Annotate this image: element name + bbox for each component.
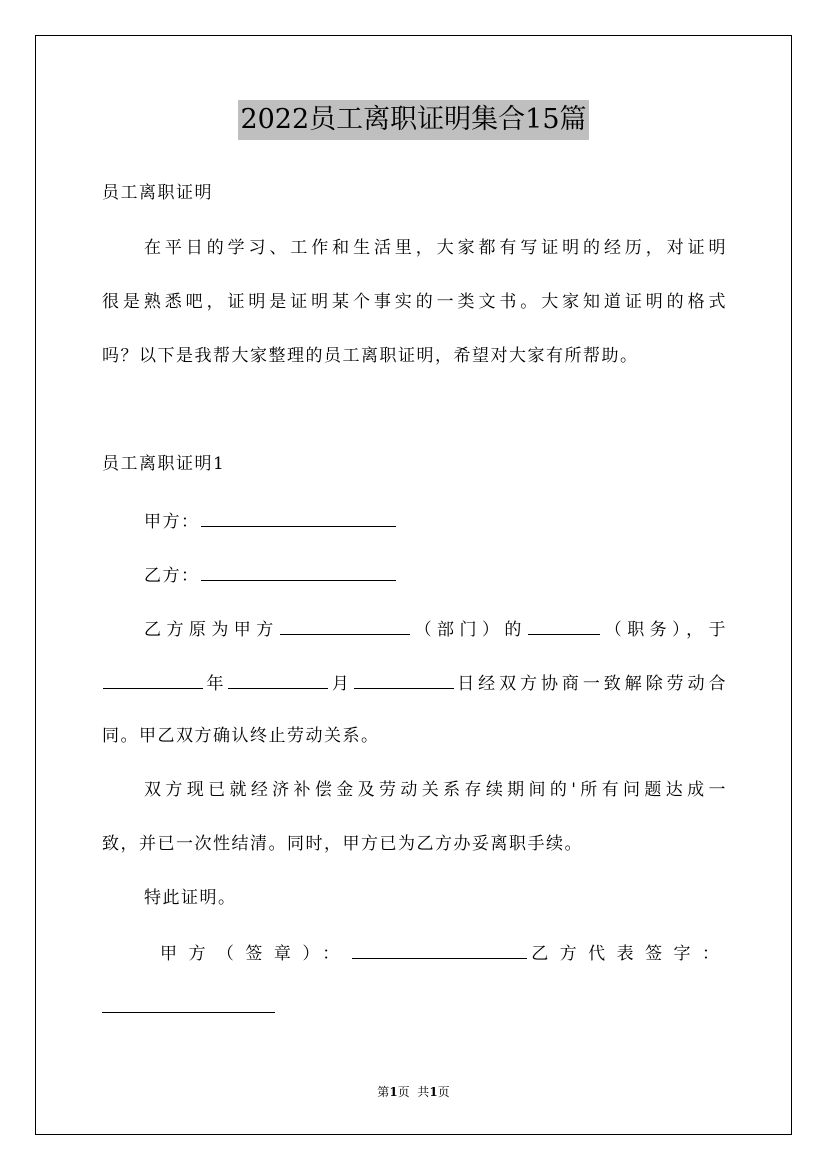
intro-line-3: 吗？以下是我帮大家整理的员工离职证明，希望对大家有所帮助。 [102,346,639,366]
month-blank[interactable] [228,670,328,689]
certificate-heading: 员工离职证明1 [102,454,226,474]
footer-text: 页 共 [397,1085,430,1099]
body-text: 日经双方协商一致解除劳动合 [454,674,728,694]
party-b-signature-label: 乙方代表签字： [527,944,727,964]
year-blank[interactable] [103,670,203,689]
page-number: 1 [389,1085,398,1099]
signature-blank-row [102,994,727,1020]
body-line-2 [102,670,727,696]
day-blank[interactable] [354,670,454,689]
month-label: 月 [329,674,353,694]
footer-text: 第 [377,1085,390,1099]
body2-line-2: 致，并已一次性结清。同时，甲方已为乙方办妥离职手续。 [102,834,583,854]
page-footer [0,1084,827,1100]
title-container [0,100,827,140]
party-a-row [144,508,727,534]
party-a-blank[interactable] [201,508,396,527]
signature-row [160,940,727,966]
body2-line-1: 双方现已就经济补偿金及劳动关系存续期间的'所有问题达成一 [144,780,727,800]
document-title: 2022员工离职证明集合15篇 [238,100,588,140]
party-b-signature-blank[interactable] [102,994,275,1013]
party-b-blank[interactable] [201,562,396,581]
body-line-3: 同。甲乙双方确认终止劳动关系。 [102,726,380,746]
footer-text: 页 [437,1085,450,1099]
year-label: 年 [204,674,228,694]
body-line-1 [144,616,727,642]
body-text: （职务），于 [600,620,728,640]
page-total: 1 [429,1085,438,1099]
closing-text: 特此证明。 [144,888,237,908]
party-b-row [144,562,727,588]
position-blank[interactable] [528,616,600,635]
party-a-signature-blank[interactable] [352,940,527,959]
body-text: （部门）的 [410,620,527,640]
intro-line-1: 在平日的学习、工作和生活里，大家都有写证明的经历，对证明 [144,238,727,258]
section-heading: 员工离职证明 [102,183,213,203]
party-a-signature-label: 甲方（签章）： [160,944,351,964]
intro-line-2: 很是熟悉吧，证明是证明某个事实的一类文书。大家知道证明的格式 [102,292,727,312]
party-a-label: 甲方： [144,512,200,532]
party-b-label: 乙方： [144,566,200,586]
department-blank[interactable] [280,616,410,635]
body-text: 乙方原为甲方 [144,620,279,640]
